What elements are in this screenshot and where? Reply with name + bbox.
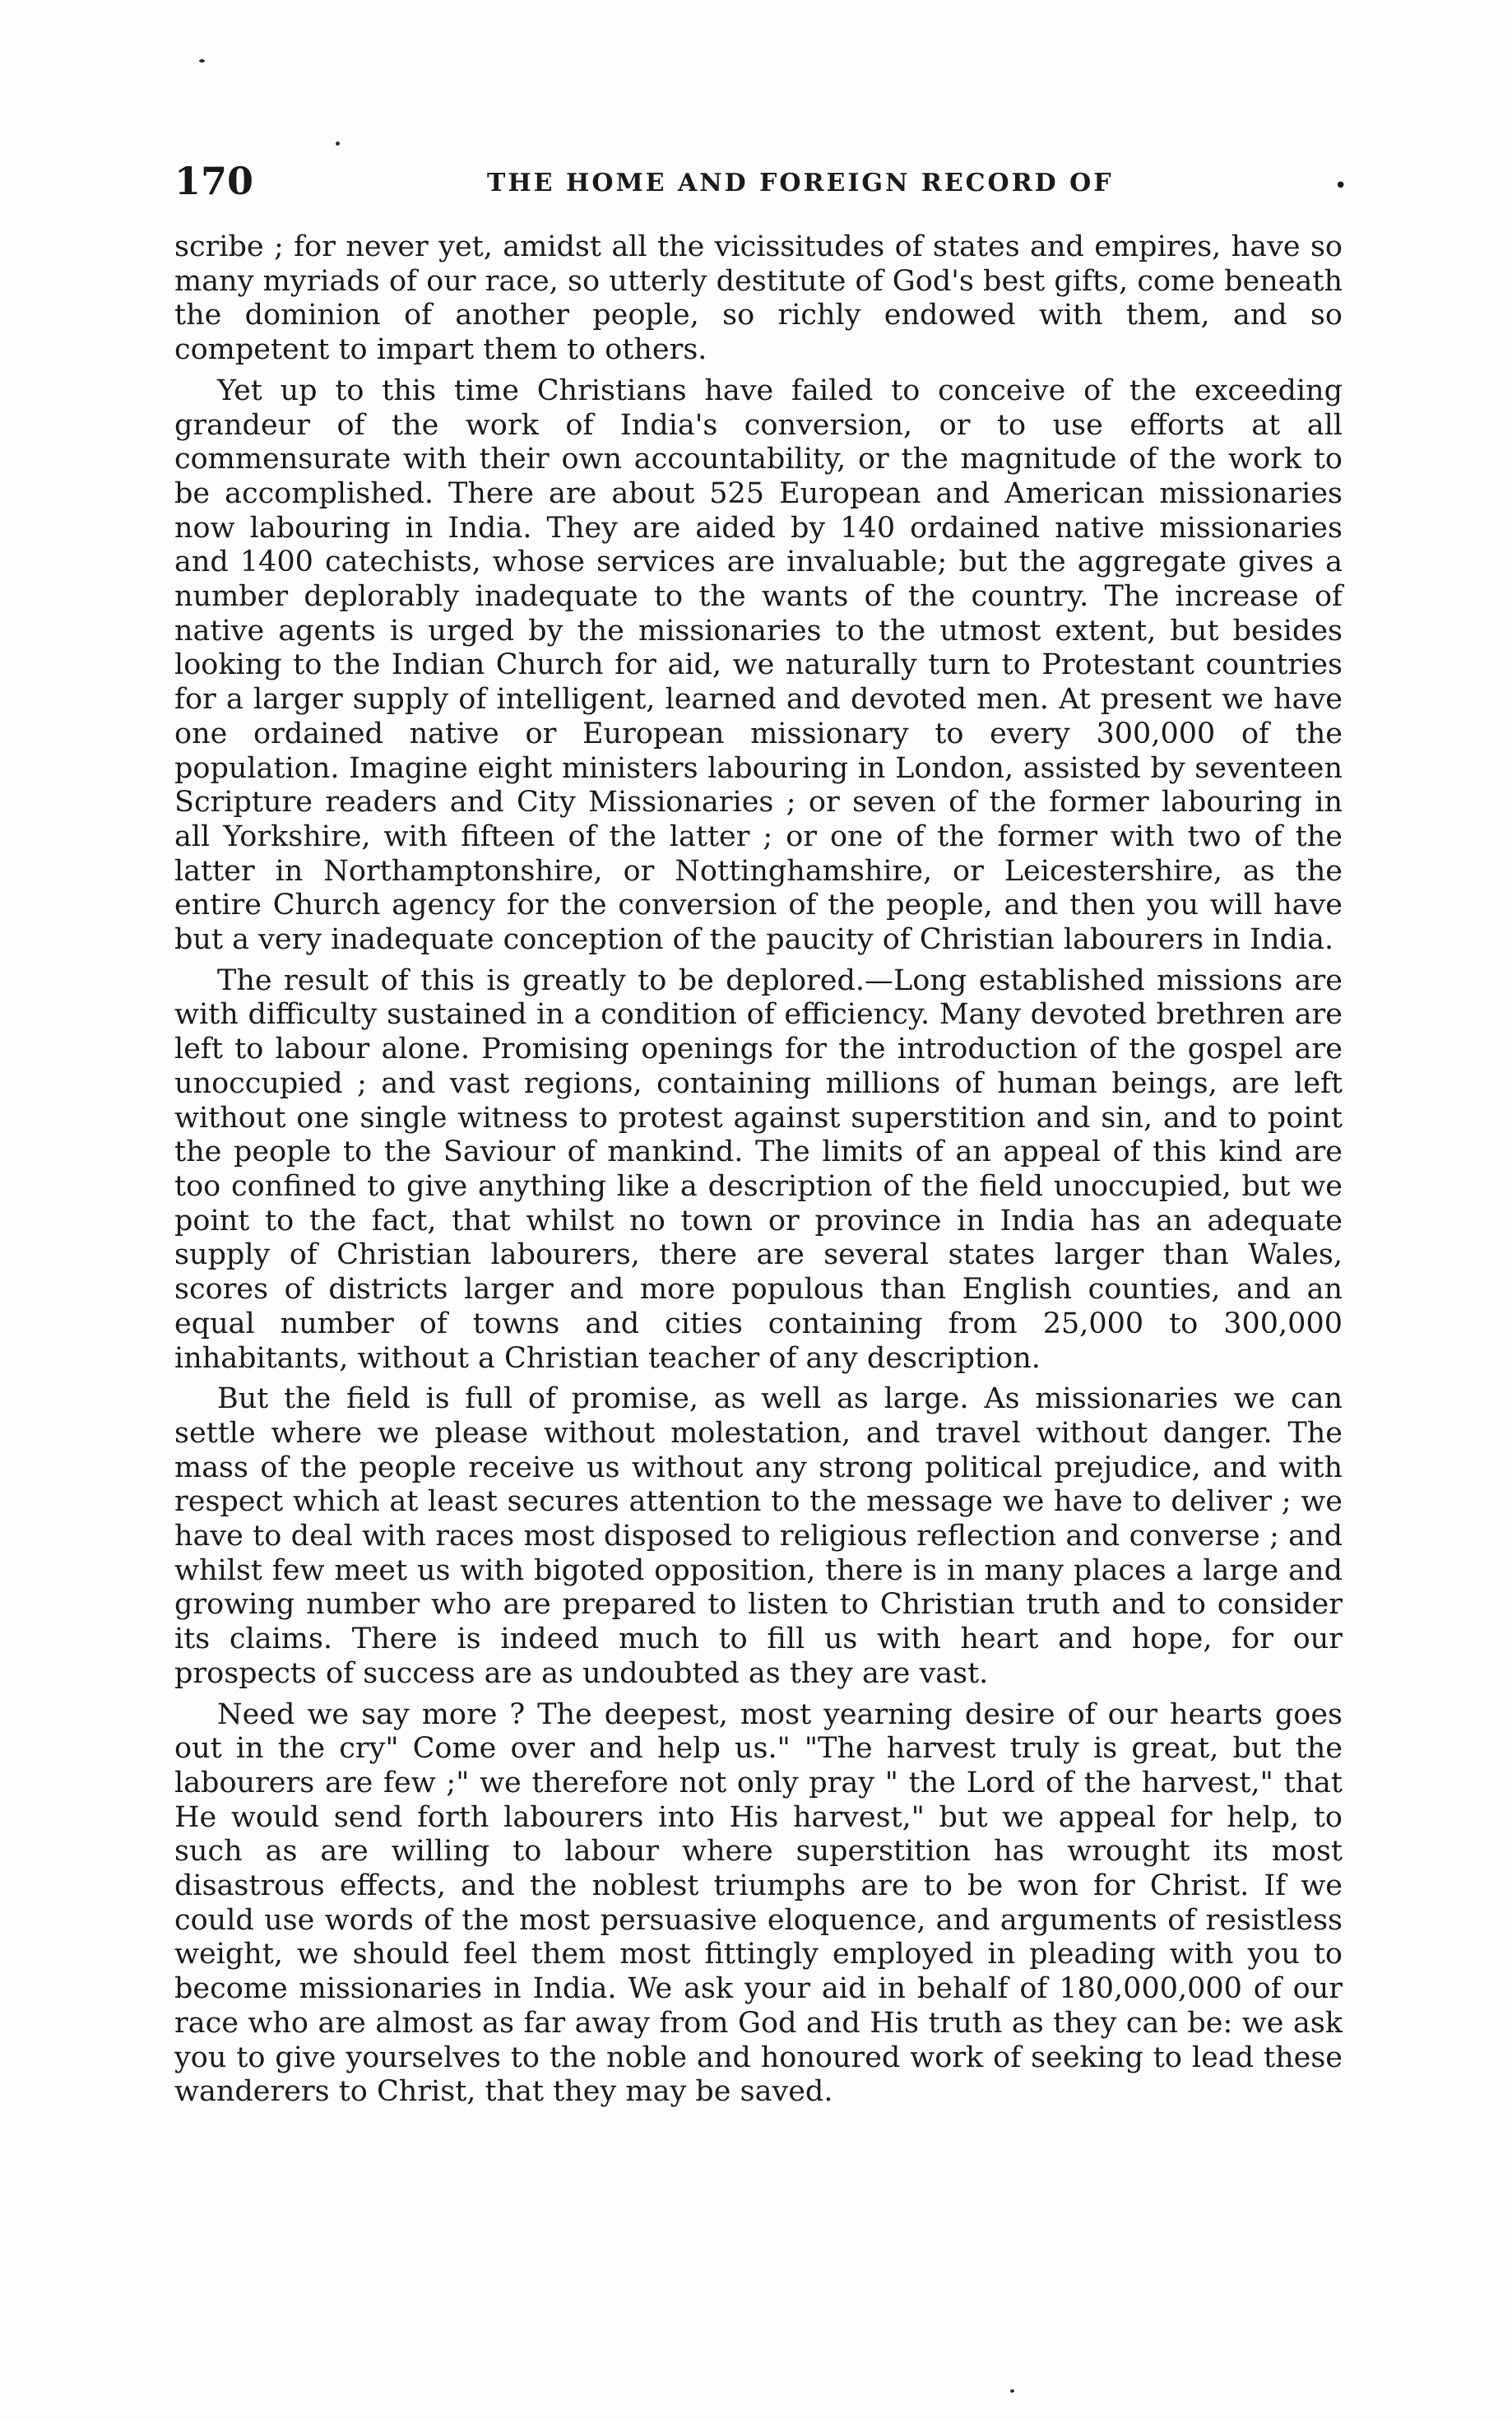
page-number: 170 <box>174 159 254 203</box>
running-head: THE HOME AND FOREIGN RECORD OF <box>487 169 1114 197</box>
header-bullet-mark: • <box>1334 174 1347 198</box>
paragraph-result-deplored: The result of this is greatly to be deplored.—Long established missions are with difficulty sustained in a condition of efficiency. Many devoted brethren are left to labour alone. Promising openings for the introduction of the gospel are unoccupied ; and vast regions, containing millions of human beings, are left without one single witness to protest against superstition and sin, and to point the people to the Saviour of mankind. The limits of an appeal of this kind are too confined to give anything like a description of the field unoccupied, but we point to the fact, that whilst no town or province in India has an adequate supply of Christian labourers, there are several states larger than Wales, scores of districts larger and more populous than English counties, and an equal number of towns and cities containing from 25,000 to 300,000 inhabitants, without a Christian teacher of any description. <box>174 963 1343 1375</box>
page-header <box>174 156 1347 206</box>
paragraph-continued: scribe ; for never yet, amidst all the vicissitudes of states and empires, have so many myriads of our race, so utterly destitute of God's best gifts, come beneath the dominion of another people, so richly endowed with them, and so competent to impart them to others. <box>174 230 1343 367</box>
scan-speck <box>336 142 340 146</box>
article-body <box>174 230 1343 2116</box>
paragraph-appeal: Need we say more ? The deepest, most yearning desire of our hearts goes out in the cry" Come over and help us." "The harvest truly is great, but the labourers are few ;" we therefore not only pray " the Lord of the harvest," that He would send forth labourers into His harvest," but we appeal for help, to such as are willing to labour where superstition has wrought its most disastrous effects, and the noblest triumphs are to be won for Christ. If we could use words of the most persuasive eloquence, and arguments of resistless weight, we should feel them most fittingly employed in pleading with you to become missionaries in India. We ask your aid in behalf of 180,000,000 of our race who are almost as far away from God and His truth as they can be: we ask you to give yourselves to the noble and honoured work of seeking to lead these wanderers to Christ, that they may be saved. <box>174 1697 1343 2109</box>
paragraph-missionary-numbers: Yet up to this time Christians have failed to conceive of the exceeding grandeur of the work of India's conversion, or to use efforts at all commensurate with their own accountability, or the magnitude of the work to be accomplished. There are about 525 European and American missionaries now labouring in India. They are aided by 140 ordained native missionaries and 1400 catechists, whose services are invaluable; but the aggregate gives a number deplorably inadequate to the wants of the country. The increase of native agents is urged by the missionaries to the utmost extent, but besides looking to the Indian Church for aid, we naturally turn to Protestant countries for a larger supply of intelligent, learned and devoted men. At present we have one ordained native or European missionary to every 300,000 of the population. Imagine eight ministers labouring in London, assisted by seventeen Scripture readers and City Missionaries ; or seven of the former labouring in all Yorkshire, with fifteen of the latter ; or one of the former with two of the latter in Northamptonshire, or Nottinghamshire, or Leicestershire, as the entire Church agency for the conversion of the people, and then you will have but a very inadequate conception of the paucity of Christian labourers in India. <box>174 374 1343 957</box>
paragraph-field-of-promise: But the field is full of promise, as well as large. As missionaries we can settle where we please without molestation, and travel without danger. The mass of the people receive us without any strong political prejudice, and with respect which at least secures attention to the message we have to deliver ; we have to deal with races most disposed to religious reflection and converse ; and whilst few meet us with bigoted opposition, there is in many places a large and growing number who are prepared to listen to Christian truth and to consider its claims. There is indeed much to fill us with heart and hope, for our prospects of success are as undoubted as they are vast. <box>174 1382 1343 1690</box>
scan-speck <box>199 59 205 63</box>
scan-speck <box>1010 2389 1014 2393</box>
